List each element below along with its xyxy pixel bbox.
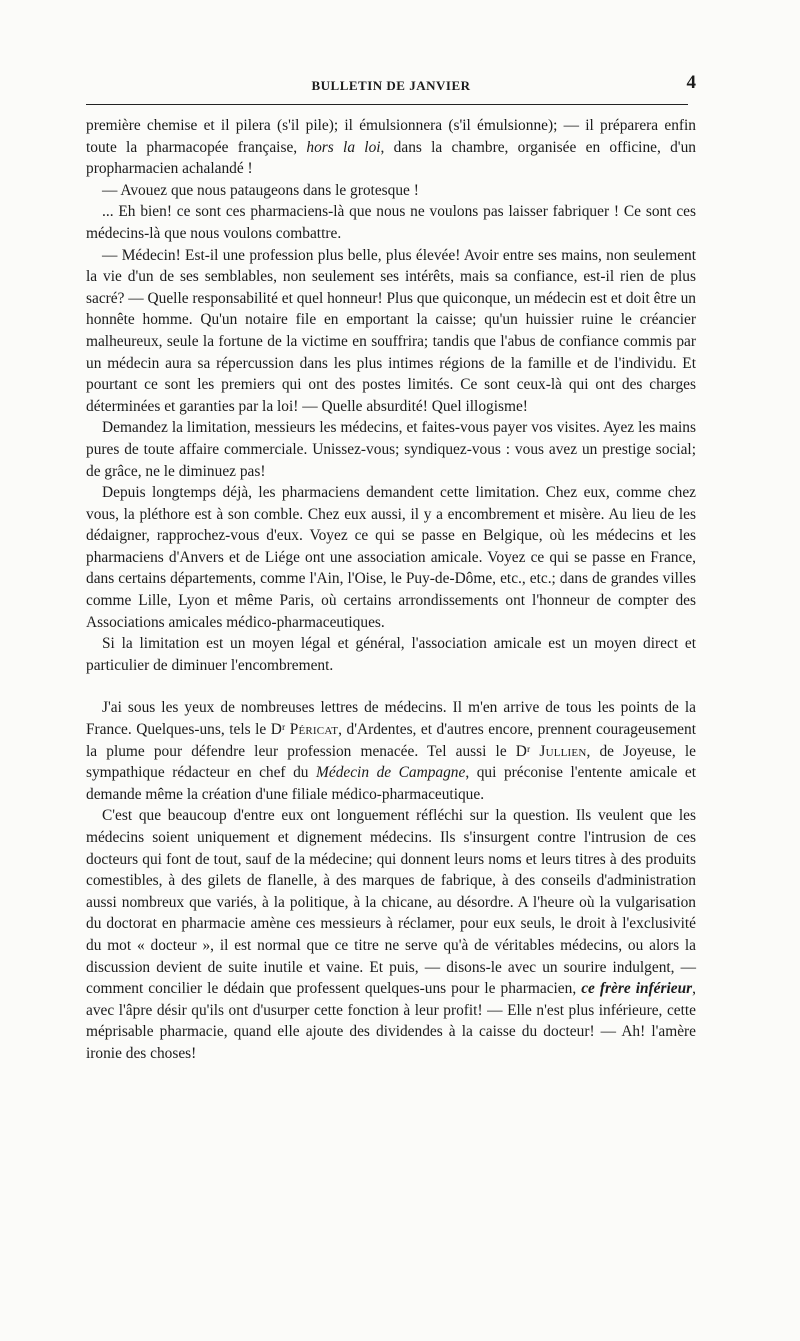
paragraph-1 bbox=[86, 115, 696, 180]
paragraph-9-text-c: , avec l'âpre désir qu'ils ont d'usurper cette fonction à leur profit! — Elle n'est plus inférieure, cette méprisable pharmacie, quand elle ajoute des dividendes à la caisse du docteur! — Ah! l'amère ironie des choses! bbox=[86, 980, 697, 1062]
paragraph-8 bbox=[86, 697, 696, 805]
paragraph-4: — Médecin! Est-il une profession plus belle, plus élevée! Avoir entre ses mains, non seulement la vie d'un de ses semblables, non seulement ses intérêts, mais sa confiance, est-il rien de plus sacré? — Quelle responsabilité et quel honneur! Plus que quiconque, un médecin est et doit être un honnête homme. Qu'un notaire file en emportant la caisse; qu'un huissier ruine le créancier malheureux, seule la fortune de la victime en souffrira; tandis que l'abus de confiance commis par un médecin aura sa répercussion dans les plus intimes régions de la famille et de l'individu. Et pourtant ce sont les premiers qui ont des postes limités. Ce sont ceux-là qui ont des charges déterminées et garanties par la loi! — Quelle absurdité! Quel illogisme! bbox=[86, 246, 696, 415]
paragraph-5: Demandez la limitation, messieurs les médecins, et faites-vous payer vos visites. Ayez les mains pures de toute affaire commerciale. Unissez-vous; syndiquez-vous : vous avez un prestige social; de grâce, ne le diminuez pas! bbox=[86, 419, 696, 480]
paragraph-1-text-a: première chemise et il pilera (s'il pile); il émulsionnera (s'il émulsionne); — il préparera enfin toute la pharmacopée française, bbox=[86, 117, 696, 156]
paragraph-9-text-a: C'est que beaucoup d'entre eux ont longuement réfléchi sur la question. Ils veulent que les médecins soient uniquement et dignement médecins. Ils s'insurgent contre l'intrusion de ces docteurs qui font de tout, sauf de la médecine; qui donnent leurs noms et leurs titres à des produits comestibles, à des gilets de flanelle, à des marques de fabrique, à des conseils d'administration aussi nombreux que variés, à la politique, à la chicane, au désordre. A l'heure où la vulgarisation du doctorat en pharmacie amène ces messieurs à réclamer, pour eux seuls, le droit à l'exclusivité du mot « docteur », il est normal que ce titre ne serve qu'à de véritables médecins, ou alors la discussion devient de suite inutile et vaine. Et puis, — disons-le avec un sourire indulgent, — comment concilier le dédain que professent quelques-uns pour le pharmacien, bbox=[86, 807, 696, 998]
paragraph-3: ... Eh bien! ce sont ces pharmaciens-là que nous ne voulons pas laisser fabriquer ! Ce sont ces médecins-là que nous voulons combattre. bbox=[86, 203, 696, 242]
paragraph-8-text-a: J'ai sous les yeux de nombreuses lettres de médecins. Il m'en arrive de tous les points de la France. Quelques-uns, tels le Dʳ bbox=[86, 699, 696, 739]
journal-title: Médecin de Campagne bbox=[316, 764, 466, 782]
paragraph-2: — Avouez que nous pataugeons dans le grotesque ! bbox=[102, 181, 419, 199]
paragraph-9 bbox=[86, 805, 696, 1064]
paragraph-9-emphasis: ce frère inférieur bbox=[581, 980, 693, 998]
doctor-name-jullien: Jullien bbox=[539, 742, 587, 760]
page-number: 4 bbox=[686, 72, 696, 93]
paragraph-7: Si la limitation est un moyen légal et général, l'association amicale est un moyen direct et particulier de diminuer l'encombrement. bbox=[86, 635, 696, 674]
paragraph-8-text-g: , qui préconise l'entente amicale et demande même la création d'une filiale médico-pharmaceutique. bbox=[86, 764, 697, 803]
header-rule bbox=[86, 104, 688, 105]
paragraph-1-text-c: , dans la chambre, organisée en officine, d'un propharmacien achalandé ! bbox=[86, 138, 696, 178]
paragraph-8-text-e: , de Joyeuse, le sympathique rédacteur en chef du bbox=[86, 742, 696, 782]
section-gap bbox=[86, 676, 696, 697]
book-page bbox=[86, 70, 696, 1065]
page-header bbox=[86, 70, 696, 100]
paragraph-8-text-c: , d'Ardentes, et d'autres encore, prennent courageusement la plume pour défendre leur profession menacée. Tel aussi le Dʳ bbox=[86, 721, 696, 760]
running-title: BULLETIN DE JANVIER bbox=[311, 78, 471, 93]
paragraph-1-emphasis: hors la loi bbox=[306, 138, 381, 156]
paragraph-6: Depuis longtemps déjà, les pharmaciens demandent cette limitation. Chez eux, comme chez vous, la pléthore est à son comble. Chez eux aussi, il y a encombrement et misère. Au lieu de les dédaigner, rapprochez-vous d'eux. Voyez ce qui se passe en Belgique, où les médecins et les pharmaciens d'Anvers et de Liége ont une association amicale. Voyez ce qui se passe en France, dans certains départements, comme l'Ain, l'Oise, le Puy-de-Dôme, etc., etc.; dans de grandes villes comme Lille, Lyon et même Paris, où certains arrondissements ont l'honneur de compter des Associations amicales médico-pharmaceutiques. bbox=[86, 484, 696, 631]
doctor-name-pericat: Péricat bbox=[289, 721, 339, 739]
